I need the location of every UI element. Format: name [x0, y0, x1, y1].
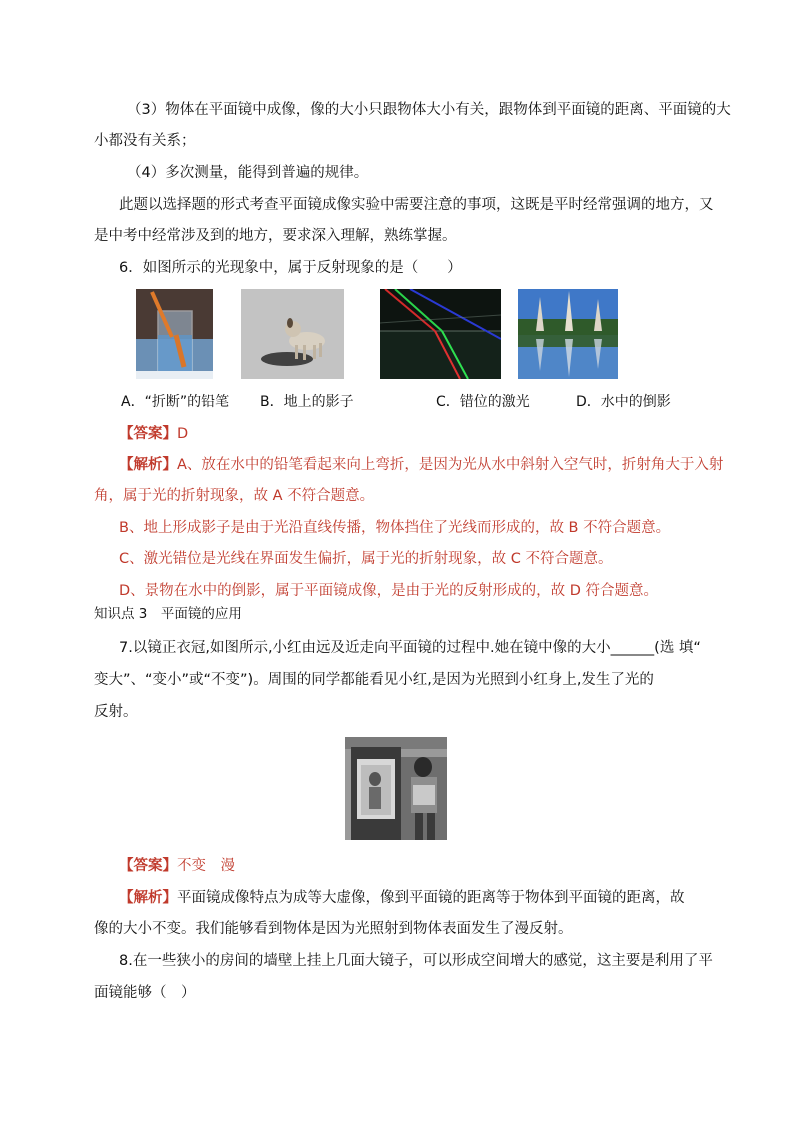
analysis-text: A、放在水中的铅笔看起来向上弯折，是因为光从水中斜射入空气时，折射角大于入射	[177, 457, 724, 473]
water-reflection-image	[518, 289, 618, 379]
paragraph-line: （3）物体在平面镜中成像，像的大小只跟物体大小有关，跟物体到平面镜的距离、平面镜的大	[127, 102, 731, 118]
analysis-6-line: C、激光错位是光线在界面发生偏折，属于光的折射现象，故 C 不符合题意。	[119, 551, 613, 567]
option-a: A．“折断”的铅笔	[121, 394, 230, 410]
analysis-tag: 【解析】	[119, 457, 177, 473]
paragraph-line: 小都没有关系；	[94, 133, 196, 149]
option-c: C．错位的激光	[436, 394, 530, 410]
answer-tag: 【答案】	[119, 426, 177, 442]
section-heading: 知识点 3 平面镜的应用	[94, 606, 242, 622]
paragraph-line: 是中考中经常涉及到的地方，要求深入理解，熟练掌握。	[94, 228, 457, 244]
laser-refraction-image	[380, 289, 501, 379]
question-6: 6．如图所示的光现象中，属于反射现象的是（ ）	[119, 260, 462, 276]
pencil-in-water-image	[136, 289, 213, 379]
paragraph-line: 此题以选择题的形式考查平面镜成像实验中需要注意的事项，这既是平时经常强调的地方，又	[119, 197, 714, 213]
analysis-7-line: 像的大小不变。我们能够看到物体是因为光照射到物体表面发生了漫反射。	[94, 921, 573, 937]
analysis-text: 平面镜成像特点为成等大虚像，像到平面镜的距离等于物体到平面镜的距离，故	[177, 890, 685, 906]
question-8: 8.在一些狭小的房间的墙壁上挂上几面大镜子，可以形成空间增大的感觉，这主要是利用了平	[119, 953, 713, 969]
answer-text: D	[177, 426, 189, 442]
dog-shadow-image	[241, 289, 344, 379]
analysis-tag: 【解析】	[119, 890, 177, 906]
mirror-photo-image	[345, 737, 447, 840]
analysis-6-line: B、地上形成影子是由于光沿直线传播，物体挡住了光线而形成的，故 B 不符合题意。	[119, 520, 671, 536]
answer-tag: 【答案】	[119, 858, 177, 874]
question-7: 7.以镜正衣冠,如图所示,小红由远及近走向平面镜的过程中.她在镜中像的大小______(选 填“	[119, 640, 701, 656]
analysis-6-line: 角，属于光的折射现象，故 A 不符合题意。	[94, 488, 375, 504]
analysis-7-line	[119, 888, 685, 908]
analysis-6-line: D、景物在水中的倒影，属于平面镜成像，是由于光的反射形成的，故 D 符合题意。	[119, 583, 659, 599]
answer-text: 不变 漫	[177, 858, 235, 874]
analysis-6-line	[119, 455, 723, 475]
answer-6	[119, 424, 188, 444]
option-b: B．地上的影子	[260, 394, 354, 410]
answer-7	[119, 856, 235, 876]
option-d: D．水中的倒影	[576, 394, 671, 410]
paragraph-line: （4）多次测量，能得到普遍的规律。	[127, 165, 369, 181]
question-7: 反射。	[94, 704, 138, 720]
question-7: 变大”、“变小”或“不变”)。周围的同学都能看见小红,是因为光照到小红身上,发生了光的	[94, 672, 654, 688]
question-8: 面镜能够（ ）	[94, 985, 196, 1001]
